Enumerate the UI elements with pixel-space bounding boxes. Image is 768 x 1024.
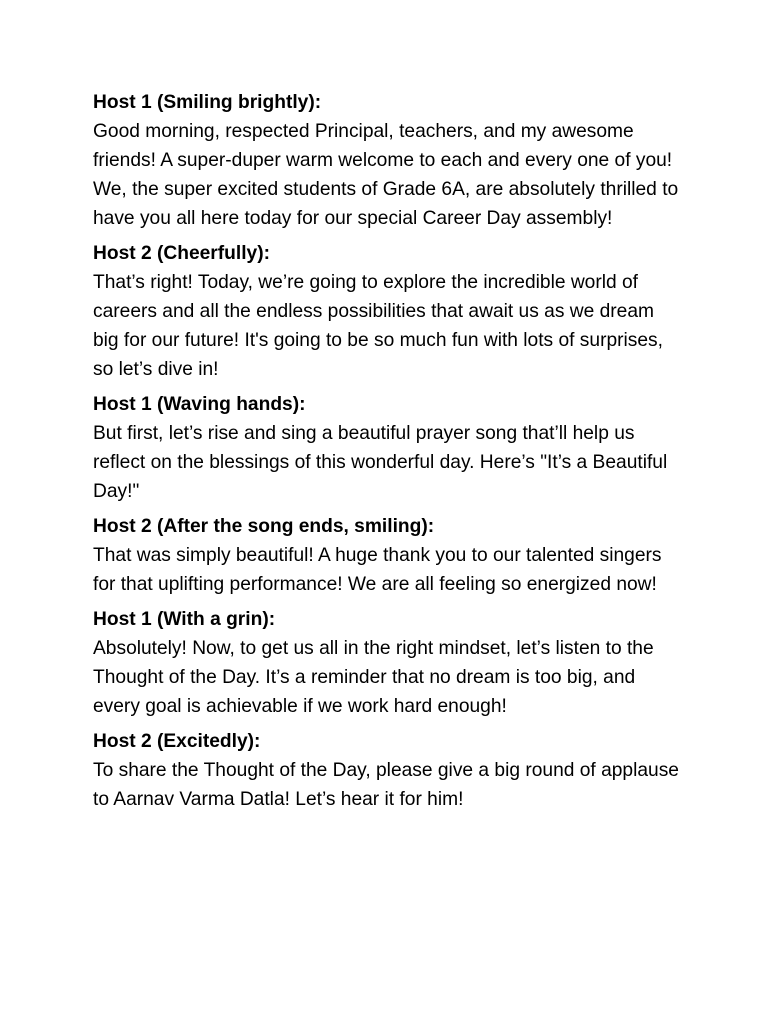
speech-text: Good morning, respected Principal, teachers, and my awesome friends! A super-duper warm welcome to each and every one of you! We, the super excited students of Grade 6A, are absolutely thrilled to have you all here today for our special Career Day assembly! <box>93 121 679 229</box>
script-section-6 <box>93 727 683 814</box>
document-page <box>93 88 683 820</box>
script-section-3 <box>93 390 683 506</box>
script-section-2 <box>93 239 683 384</box>
speech-text: But first, let’s rise and sing a beautiful prayer song that’ll help us reflect on the blessings of this wonderful day. Here’s "It’s a Beautiful Day!" <box>93 423 668 502</box>
speech-text: That’s right! Today, we’re going to explore the incredible world of careers and all the endless possibilities that await us as we dream big for our future! It's going to be so much fun with lots of surprises, so let’s dive in! <box>93 272 663 380</box>
speaker-label: Host 2 (Excitedly): <box>93 731 261 752</box>
speaker-label: Host 1 (Smiling brightly): <box>93 92 322 113</box>
speaker-label: Host 2 (Cheerfully): <box>93 243 270 264</box>
speech-text: To share the Thought of the Day, please give a big round of applause to Aarnav Varma Datla! Let’s hear it for him! <box>93 760 679 810</box>
script-section-5 <box>93 605 683 721</box>
speaker-label: Host 1 (Waving hands): <box>93 394 306 415</box>
speaker-label: Host 1 (With a grin): <box>93 609 276 630</box>
speaker-label: Host 2 (After the song ends, smiling): <box>93 516 435 537</box>
speech-text: That was simply beautiful! A huge thank you to our talented singers for that uplifting performance! We are all feeling so energized now! <box>93 545 662 595</box>
script-section-4 <box>93 512 683 599</box>
script-section-1 <box>93 88 683 233</box>
speech-text: Absolutely! Now, to get us all in the right mindset, let’s listen to the Thought of the Day. It’s a reminder that no dream is too big, and every goal is achievable if we work hard enough! <box>93 638 654 717</box>
